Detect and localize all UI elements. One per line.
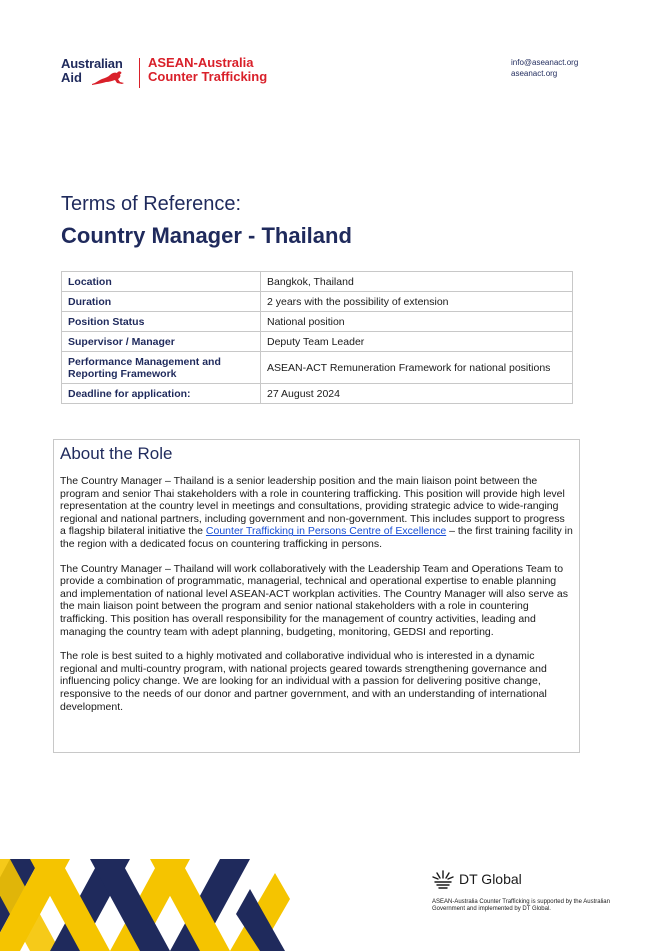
about-p1-text-before: The Country Manager – Thailand is a senior leadership position and the main liaison point between the program and senior Thai stakeholders with a role in countering trafficking. This position will provide high level representation at the country level in meetings and consultations, providing strategic advice to wide-ranging regional and national partners, including government and non-government. This includes support to progress a flagship bilateral initiative the [60, 475, 565, 538]
row-value: 27 August 2024 [261, 384, 573, 404]
page-title: Country Manager - Thailand [61, 223, 352, 248]
about-paragraph-1 [60, 475, 573, 551]
table-row [62, 384, 573, 404]
about-the-role-box [53, 439, 580, 753]
table-row [62, 352, 573, 384]
row-value: Bangkok, Thailand [261, 272, 573, 292]
row-label: Deadline for application: [62, 384, 261, 404]
contact-email[interactable]: info@aseanact.org [511, 58, 579, 67]
about-paragraph-2: The Country Manager – Thailand will work collaboratively with the Leadership Team and Operations Team to provide a combination of programmatic, managerial, technical and operational expertise to enable planning and implementation of national level ASEAN-ACT workplan activities. The Country Manager will also serve as the main liaison point between the program and senior national stakeholders with a role in countering trafficking. This position has overall responsibility for the management of country activities, leading and managing the country team with adept planning, budgeting, monitoring, GEDSI and reporting. [60, 562, 568, 638]
aseanact-logo-line2: Counter Trafficking [148, 69, 268, 84]
contact-block [511, 57, 578, 79]
australian-aid-line1: Australian [61, 56, 123, 71]
about-p1-text-after: – the first training facility in the region with a dedicated focus on countering trafficking in persons. [60, 525, 573, 550]
logo-divider [139, 58, 140, 88]
row-label: Position Status [62, 312, 261, 332]
australian-aid-logo [61, 56, 135, 90]
row-value: ASEAN-ACT Remuneration Framework for national positions [261, 352, 573, 384]
dt-global-logo [432, 869, 522, 889]
table-row [62, 272, 573, 292]
row-label: Supervisor / Manager [62, 332, 261, 352]
table-row [62, 332, 573, 352]
table-row [62, 312, 573, 332]
dt-global-wordmark: DT Global [459, 871, 522, 887]
about-paragraph-3: The role is best suited to a highly motivated and collaborative individual who is interested in a dynamic regional and multi-country program, with national projects geared towards strengthening governance and influencing policy change. We are looking for an individual with a passion for delivering positive change, responsive to the needs of our donor and partner government, and with an understanding of international development. [60, 650, 547, 713]
row-value: National position [261, 312, 573, 332]
row-label: Duration [62, 292, 261, 312]
aseanact-logo-line1: ASEAN-Australia [148, 55, 254, 70]
australian-aid-line2: Aid [61, 70, 82, 85]
row-value: 2 years with the possibility of extension [261, 292, 573, 312]
header-logo [61, 56, 267, 92]
dt-global-mark-icon [432, 869, 454, 889]
row-label: Location [62, 272, 261, 292]
decorative-stripes [0, 859, 300, 951]
row-value: Deputy Team Leader [261, 332, 573, 352]
coe-link[interactable]: Counter Trafficking in Persons Centre of Excellence [205, 525, 447, 538]
position-info-table [61, 271, 573, 404]
kangaroo-icon [90, 70, 130, 88]
table-row [62, 292, 573, 312]
footer-note: ASEAN-Australia Counter Trafficking is supported by the Australian Government and implemented by DT Global. [432, 899, 610, 912]
terms-of-reference-heading: Terms of Reference: [61, 193, 242, 215]
about-heading: About the Role [60, 444, 173, 463]
contact-website[interactable]: aseanact.org [511, 69, 558, 78]
aseanact-logo [148, 56, 267, 84]
row-label: Performance Management and Reporting Framework [62, 352, 261, 384]
